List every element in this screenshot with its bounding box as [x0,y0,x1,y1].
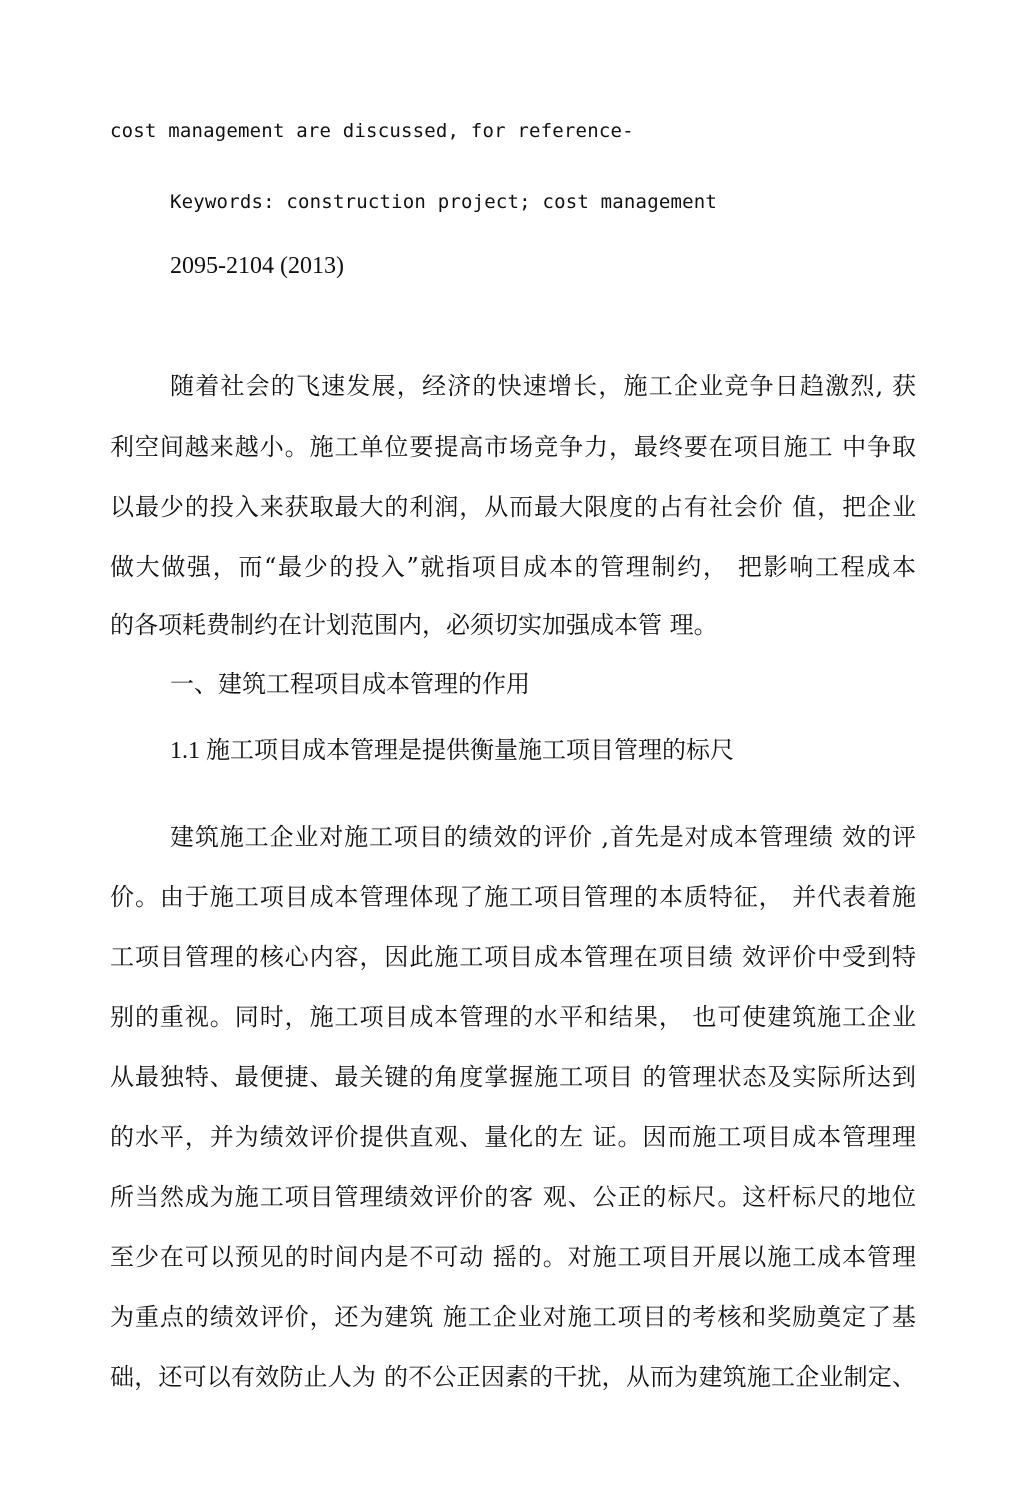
body-line-8: 至少在可以预见的时间内是不可动 摇的。对施工项目开展以施工成本管理 [110,1243,916,1271]
intro-line-2: 利空间越来越小。施工单位要提高市场竞争力，最终要在项目施工 中争取 [110,433,916,461]
issn-line: 2095-2104 (2013) [170,253,344,279]
abstract-tail-line: cost management are discussed, for reference- [110,120,634,142]
body-line-7: 所当然成为施工项目管理绩效评价的客 观、公正的标尺。这杆标尺的地位 [110,1183,916,1211]
body-line-10: 础，还可以有效防止人为 的不公正因素的干扰，从而为建筑施工企业制定、 [110,1363,916,1391]
body-line-6: 的水平，并为绩效评价提供直观、量化的左 证。因而施工项目成本管理理 [110,1123,916,1151]
body-line-5: 从最独特、最便捷、最关键的角度掌握施工项目 的管理状态及实际所达到 [110,1063,916,1091]
intro-line-4: 做大做强，而“最少的投入”就指项目成本的管理制约， 把影响工程成本 [110,553,916,581]
intro-line-1: 随着社会的飞速发展，经济的快速增长，施工企业竞争日趋激烈, 获 [170,372,916,400]
body-line-9: 为重点的绩效评价，还为建筑 施工企业对施工项目的考核和奖励奠定了基 [110,1303,916,1331]
body-line-4: 别的重视。同时，施工项目成本管理的水平和结果， 也可使建筑施工企业 [110,1003,916,1031]
body-line-3: 工项目管理的核心内容，因此施工项目成本管理在项目绩 效评价中受到特 [110,943,916,971]
keywords-line: Keywords: construction project; cost management [170,191,718,213]
body-line-1: 建筑施工企业对施工项目的绩效的评价 ,首先是对成本管理绩 效的评 [170,823,916,851]
intro-line-3: 以最少的投入来获取最大的利润，从而最大限度的占有社会价 值，把企业 [110,493,916,521]
section-heading: 一、建筑工程项目成本管理的作用 [170,670,530,698]
intro-line-5: 的各项耗费制约在计划范围内，必须切实加强成本管 理。 [110,611,718,639]
body-line-2: 价。由于施工项目成本管理体现了施工项目管理的本质特征， 并代表着施 [110,883,916,911]
subsection-heading: 1.1 施工项目成本管理是提供衡量施工项目管理的标尺 [170,738,734,764]
